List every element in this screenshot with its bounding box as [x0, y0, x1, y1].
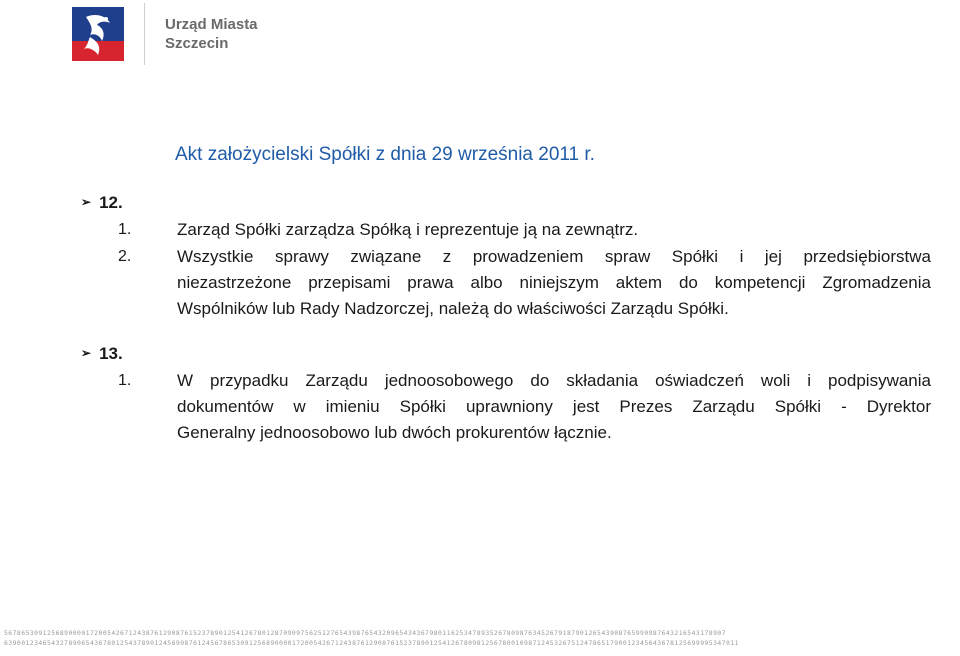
section-13-label	[81, 344, 123, 364]
paragraph-line: Wszystkie sprawy związane z prowadzeniem spraw Spółki i jej przedsiębiorstwa	[177, 247, 931, 266]
paragraph-13-1	[177, 368, 931, 446]
org-name	[165, 15, 258, 53]
document-title: Akt założycielski Spółki z dnia 29 września 2011 r.	[175, 144, 595, 165]
org-name-line1: Urząd Miasta	[165, 16, 258, 33]
item-number: 1.	[118, 372, 132, 389]
header-divider	[144, 3, 145, 65]
griffin-logo-icon	[72, 7, 124, 61]
footer-digits-row: 639001234654327890654367801254378901245690876124567865309125689000017200542671243876129087615237890125412678098125678001098712453267512478651790012345643678125699995347011	[4, 639, 739, 647]
item-number: 1.	[118, 221, 132, 238]
paragraph-line: Zarząd Spółki zarządza Spółką i reprezentuje ją na zewnątrz.	[177, 220, 639, 239]
item-number: 2.	[118, 248, 132, 265]
header	[72, 2, 258, 66]
paragraph-line: dokumentów w imieniu Spółki uprawniony jest Prezes Zarządu Spółki - Dyrektor	[177, 397, 931, 416]
org-name-line2: Szczecin	[165, 35, 229, 52]
arrow-bullet-icon: ➢	[81, 195, 92, 209]
footer-digits-row: 567865309125689000017200542671243876129087615237890125412678012870909756251276543987654320965434367980116253478935267809876345267918790126543908765990987643216543178907	[4, 629, 726, 637]
paragraph-line: niezastrzeżone przepisami prawa albo niniejszym aktem do kompetencji Zgromadzenia	[177, 273, 931, 292]
paragraph-line: Wspólników lub Rady Nadzorczej, należą do właściwości Zarządu Spółki.	[177, 299, 729, 318]
paragraph-line: Generalny jednoosobowo lub dwóch prokurentów łącznie.	[177, 423, 612, 442]
paragraph-12-1	[177, 217, 931, 243]
city-logo	[72, 7, 124, 61]
section-12-label	[81, 193, 123, 213]
section-number: 13.	[99, 344, 123, 363]
arrow-bullet-icon: ➢	[81, 346, 92, 360]
section-number: 12.	[99, 193, 123, 212]
footer-number-strip	[0, 628, 960, 656]
paragraph-line: W przypadku Zarządu jednoosobowego do składania oświadczeń woli i podpisywania	[177, 371, 931, 390]
paragraph-12-2	[177, 244, 931, 322]
